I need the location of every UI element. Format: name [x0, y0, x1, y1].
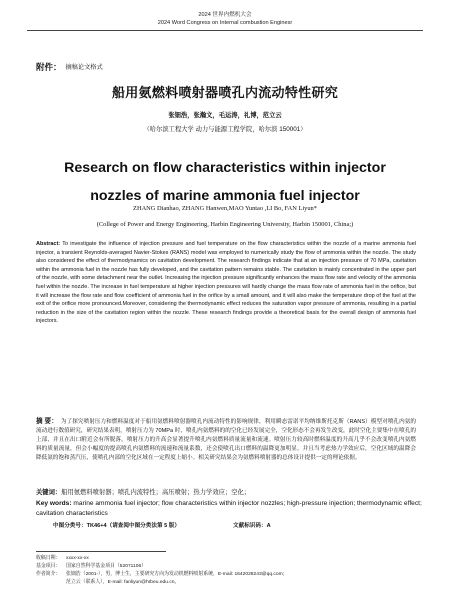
footnote-text: 国家自然科学基金项目（52071106）: [66, 564, 147, 569]
chinese-abstract-label: 摘 要：: [36, 418, 58, 425]
english-keywords-label: Key words:: [36, 500, 72, 507]
chinese-keywords-label: 关键词：: [36, 489, 62, 496]
english-title-line-2: nozzles of marine ammonia fuel injector: [90, 188, 360, 204]
attachment-label: 附件：: [36, 62, 62, 72]
classification-number: 中图分类号：TK46+4（请查阅中图分类法第 5 版）: [53, 523, 180, 529]
english-authors: ZHANG Dianhao, ZHANG Hanwen,MAO Yuntao ,LI Bo, FAN Liyun*: [133, 205, 317, 212]
english-title: [0, 158, 450, 206]
chinese-abstract-text: 为了探究喷射压力和燃料温度对于船用氨燃料喷射器喷孔内流动特性的影响规律，利用瞬态雷诺平均纳维斯托克斯（RANS）模型对喷孔内氨的流动进行数值研究，研究结果表明，喷射压力为 70MPa 时，喷孔内氨燃料的的空化已经发展完全，空化形态不会再发生改变，此时空化主要集中在喷孔的上部，并且在出口附近会有所脱落。喷射压力的升高会显著提升喷孔内氨燃料质量流量和流速。喷射压力较高时燃料温度的升高几乎不会改变喷孔内氨燃料的质量流量，但会小幅度的提高喷孔内氨燃料的流速和流量系数，还会使喷孔出口燃料的温降更加明显。并且当考虑热力学效应后，空化区域的温降会降低氨的饱和蒸汽压，使喷孔内部的空化区域在一定程度上缩小。相关研究结果会为氨燃料喷射器的总体设计提供一定的理论依据。: [36, 419, 416, 461]
footnote-received: [36, 555, 436, 563]
footnote-label: 基金项目：: [36, 564, 61, 569]
footnote-divider: [36, 551, 166, 552]
footnote-text: 范立云（联系人），E-mail: fanliyun@hrbeu.edu.cn。: [66, 580, 180, 585]
english-keywords: [36, 499, 426, 518]
header-conference-cn: 2024 世界内燃机大会: [198, 12, 252, 18]
attachment-note: 摘稿论文格式: [65, 64, 103, 71]
english-keywords-text: marine ammonia fuel injector; flow characteristics within injector nozzles; high-pressure injection; thermodynamic effect; cavitation characteristics: [36, 500, 422, 517]
abstract-text: To investigate the influence of injection pressure and fuel temperature on the flow characteristics within the nozzle of a marine ammonia fuel injector, a transient Reynolds-averaged Navier-Stokes (RANS) model was employed to numerically study the flow of ammonia within the nozzle. The study also considered the effect of thermodynamics on cavitation development. The research findings indicate that at an injection pressure of 70 MPa, cavitation within the ammonia fuel in the nozzle has fully developed, and the cavitation pattern remains stable. The cavitation is mainly concentrated in the upper part of the nozzle, with some detachment near the outlet. Increasing the injection pressure significantly enhances the mass flow rate and velocity of the ammonia fuel within the nozzle. The increase in fuel temperature at higher injection pressures will hardly change the mass flow rate of ammonia fuel in the orifice, but it will increase the flow rate and flow coefficient of ammonia fuel in the orifice by a small amount, and it will also make the temperature drop of the fuel at the exit of the orifice more pronounced.Moreover, considering the thermodynamic effect reduces the saturation vapor pressure of ammonia, resulting in a partial reduction in the size of the cavitation region within the nozzle. These research findings provide a theoretical basis for the overall design of ammonia fuel injectors.: [36, 241, 416, 325]
chinese-affiliation: （哈尔滨工程大学 动力与能源工程学院，哈尔滨 150001）: [143, 126, 307, 133]
attachment-line: [36, 61, 103, 73]
chinese-title: 船用氨燃料喷射器喷孔内流动特性研究: [111, 85, 339, 100]
footnote-label: 收稿日期：: [36, 556, 61, 561]
footnote-label: 作者简介：: [36, 572, 61, 577]
chinese-keywords-text: 船用氨燃料喷射器；喷孔内流特性；高压喷射；热力学效应；空化；: [61, 489, 251, 496]
header-divider: [27, 30, 423, 31]
chinese-abstract: [36, 418, 416, 463]
document-code: 文献标识码：A: [233, 523, 271, 529]
footnote-text: 张钿浩（2001-），男，博士生，主要研究方向为发动机燃料喷射系统，E-mail: 1642028243@qq.com;: [66, 572, 285, 577]
footnote-author-bio: [36, 571, 436, 579]
english-affiliation: (College of Power and Energy Engineering, Harbin Engineering University, Harbin 150001, China;): [96, 221, 354, 228]
footnote-label: [36, 579, 66, 587]
footnote-contact: [36, 579, 436, 587]
chinese-authors: 张钿浩，张瀚文，毛运涛，礼博，范立云: [168, 112, 282, 119]
footnotes: [36, 555, 436, 587]
footnote-text: xxxx-xx-xx: [66, 556, 89, 561]
chinese-keywords: [36, 487, 250, 496]
abstract-label: Abstract:: [36, 241, 61, 247]
english-title-line-1: Research on flow characteristics within injector: [64, 160, 386, 176]
footnote-funding: [36, 563, 436, 571]
header-conference-en: 2024 Word Congress on Internal combustion Enginesr: [157, 20, 293, 26]
english-abstract: [36, 240, 416, 326]
